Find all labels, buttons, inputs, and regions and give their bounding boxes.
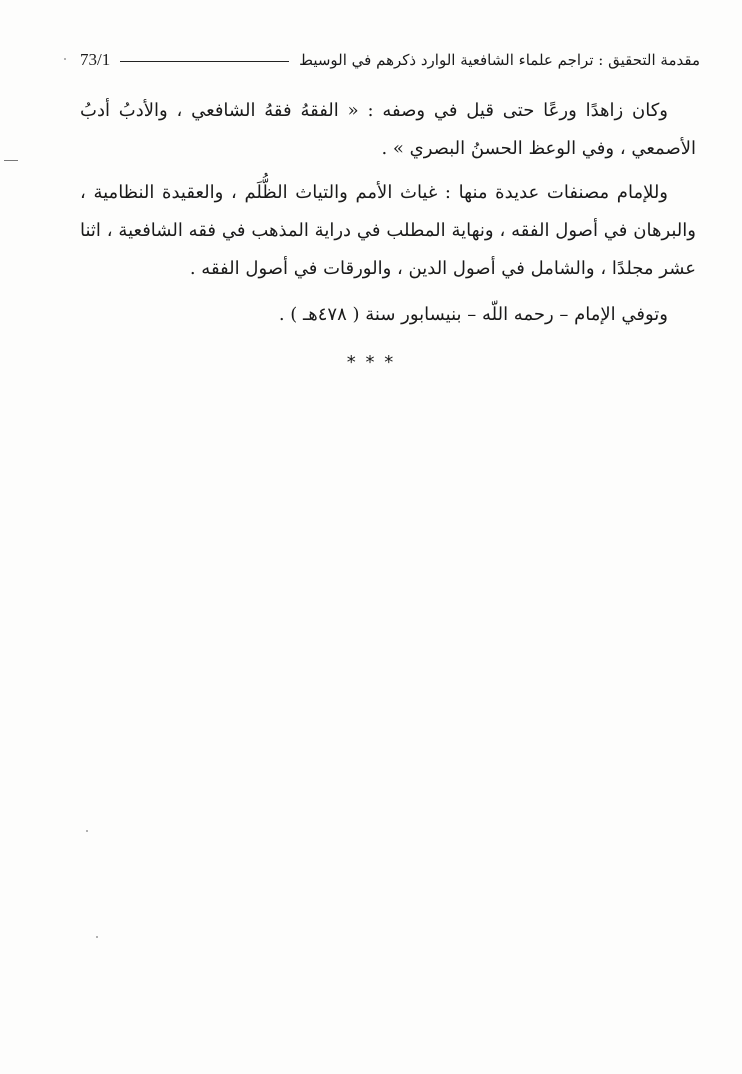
header-rule: [120, 61, 289, 62]
paragraph-death: وتوفي الإمام – رحمه اللّه – بنيسابور سنة ( ٤٧٨هـ ) .: [278, 304, 668, 325]
paragraph-description: وكان زاهدًا ورعًا حتى قيل في وصفه : « الفقهُ فقهُ الشافعي ، والأدبُ أدبُ الأصمعي ، وفي الوعظ الحسنُ البصري » .: [80, 100, 696, 159]
margin-scan-mark: [4, 160, 18, 161]
scan-speck: [96, 936, 98, 938]
paragraph-works: وللإمام مصنفات عديدة منها : غياث الأمم والتياث الظُّلَم ، والعقيدة النظامية ، والبرهان في أصول الفقه ، ونهاية المطلب في دراية المذهب في فقه الشافعية ، اثنا عشر مجلدًا ، والشامل في أصول الدين ، والورقات في أصول الفقه .: [80, 182, 696, 279]
scan-speck: [86, 830, 88, 832]
page-number: 73/1: [80, 50, 111, 69]
body-text: [80, 92, 696, 340]
running-header: [80, 47, 700, 73]
scan-speck: [64, 58, 66, 60]
header-title: مقدمة التحقيق : تراجم علماء الشافعية الوارد ذكرهم في الوسيط: [299, 51, 700, 69]
section-end-ornament: * * *: [346, 352, 396, 373]
